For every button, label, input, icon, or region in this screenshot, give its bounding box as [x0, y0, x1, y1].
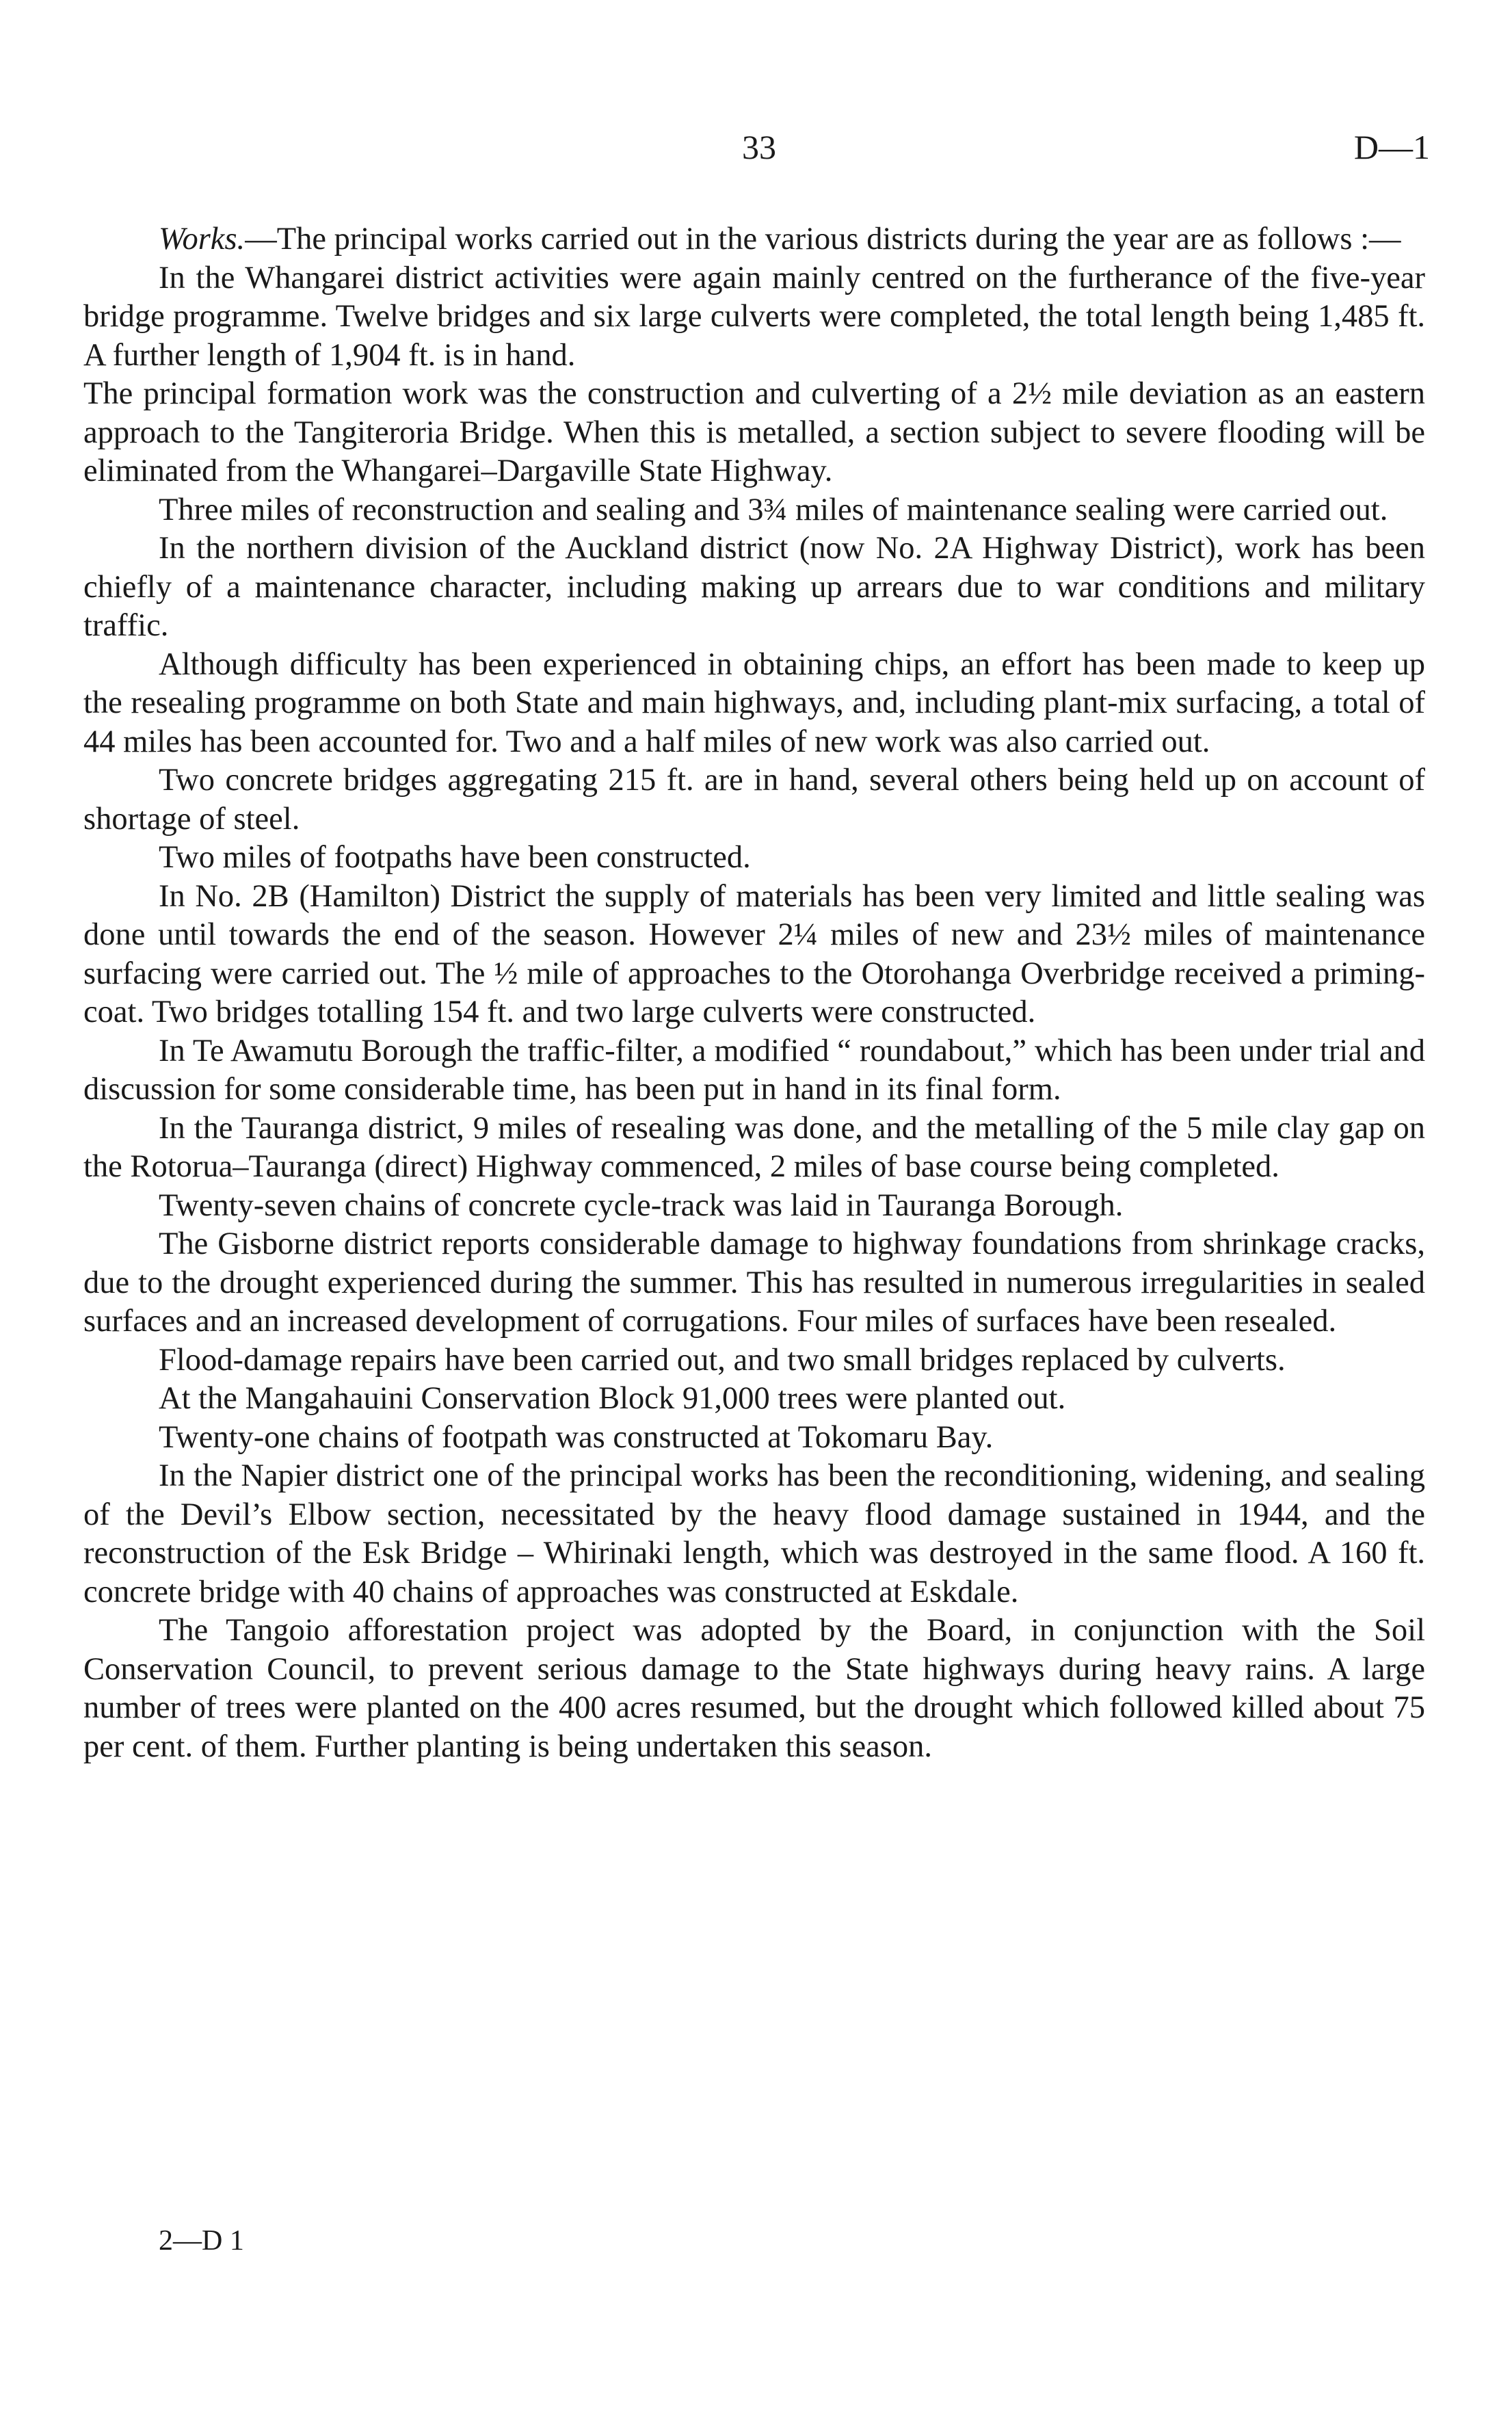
paragraph: In No. 2B (Hamilton) District the supply of materials has been very limited and little sealing was done until towards the end of the season. However 2¼ miles of new and 23½ miles of maintenance surfacing were carried out. The ½ mile of approaches to the Otorohanga Overbridge received a priming-coat. Two bridges totalling 154 ft. and two large culverts were constructed. — [83, 878, 1425, 1029]
paragraph: Although difficulty has been experienced in obtaining chips, an effort has been made to keep up the resealing programme on both State and main highways, and, including plant-mix surfacing, a total of 44 miles has been accounted for. Two and a half miles of new work was also carried out. — [83, 646, 1425, 759]
paragraph: The Tangoio afforestation project was adopted by the Board, in conjunction with the Soil Conservation Council, to prevent serious damage to the State highways during heavy rains. A large number of trees were planted on the 400 acres resumed, but the drought which followed killed about 75 per cent. of them. Further planting is being undertaken this season. — [83, 1613, 1425, 1764]
section-lead: Works. — [159, 222, 246, 257]
paragraph-text: —The principal works carried out in the various districts during the year are as follows :— — [245, 222, 1401, 257]
paragraph: Flood-damage repairs have been carried out, and two small bridges replaced by culverts. — [159, 1342, 1286, 1378]
paragraph: In Te Awamutu Borough the traffic-filter, a modified “ roundabout,” which has been under trial and discussion for some considerable time, has been put in hand in its final form. — [83, 1033, 1425, 1107]
paragraph: In the Whangarei district activities were again mainly centred on the furtherance of the five-year bridge programme. Twelve bridges and six large culverts were completed, the total length being 1,485 ft. A further length of 1,904 ft. is in hand. — [83, 260, 1425, 373]
paragraph: In the northern division of the Auckland district (now No. 2A Highway District), work has been chiefly of a maintenance character, including making up arrears due to war conditions and military traffic. — [83, 531, 1425, 643]
paragraph: In the Tauranga district, 9 miles of resealing was done, and the metalling of the 5 mile clay gap on the Rotorua–Tauranga (direct) Highway commenced, 2 miles of base course being completed. — [83, 1110, 1425, 1184]
document-code: D—1 — [1353, 128, 1430, 166]
body-text — [83, 220, 1425, 1766]
paragraph: Two miles of footpaths have been constructed. — [159, 840, 751, 875]
paragraph — [83, 220, 1425, 259]
paragraph: In the Napier district one of the principal works has been the reconditioning, widening, and sealing of the Devil’s Elbow section, necessitated by the heavy flood damage sustained in 1944, and the reconstruction of the Esk Bridge – Whirinaki length, which was destroyed in the same flood. A 160 ft. concrete bridge with 40 chains of approaches was constructed at Eskdale. — [83, 1458, 1425, 1609]
paragraph: At the Mangahauini Conservation Block 91,000 trees were planted out. — [159, 1381, 1066, 1416]
paragraph: Three miles of reconstruction and sealing and 3¾ miles of maintenance sealing were carried out. — [159, 492, 1388, 527]
paragraph: Twenty-seven chains of concrete cycle-track was laid in Tauranga Borough. — [159, 1187, 1124, 1223]
paragraph: Two concrete bridges aggregating 215 ft. are in hand, several others being held up on account of shortage of steel. — [83, 763, 1425, 837]
page-number: 33 — [742, 128, 776, 166]
paragraph: Twenty-one chains of footpath was constructed at Tokomaru Bay. — [159, 1419, 994, 1455]
paragraph: The principal formation work was the construction and culverting of a 2½ mile deviation as an eastern approach to the Tangiteroria Bridge. When this is metalled, a section subject to severe flooding will be eliminated from the Whangarei–Dargaville State Highway. — [83, 376, 1425, 488]
paragraph: The Gisborne district reports considerable damage to highway foundations from shrinkage cracks, due to the drought experienced during the summer. This has resulted in numerous irregularities in sealed surfaces and an increased development of corrugations. Four miles of surfaces have been resealed. — [83, 1226, 1425, 1339]
signature-mark: 2—D 1 — [159, 2225, 244, 2257]
